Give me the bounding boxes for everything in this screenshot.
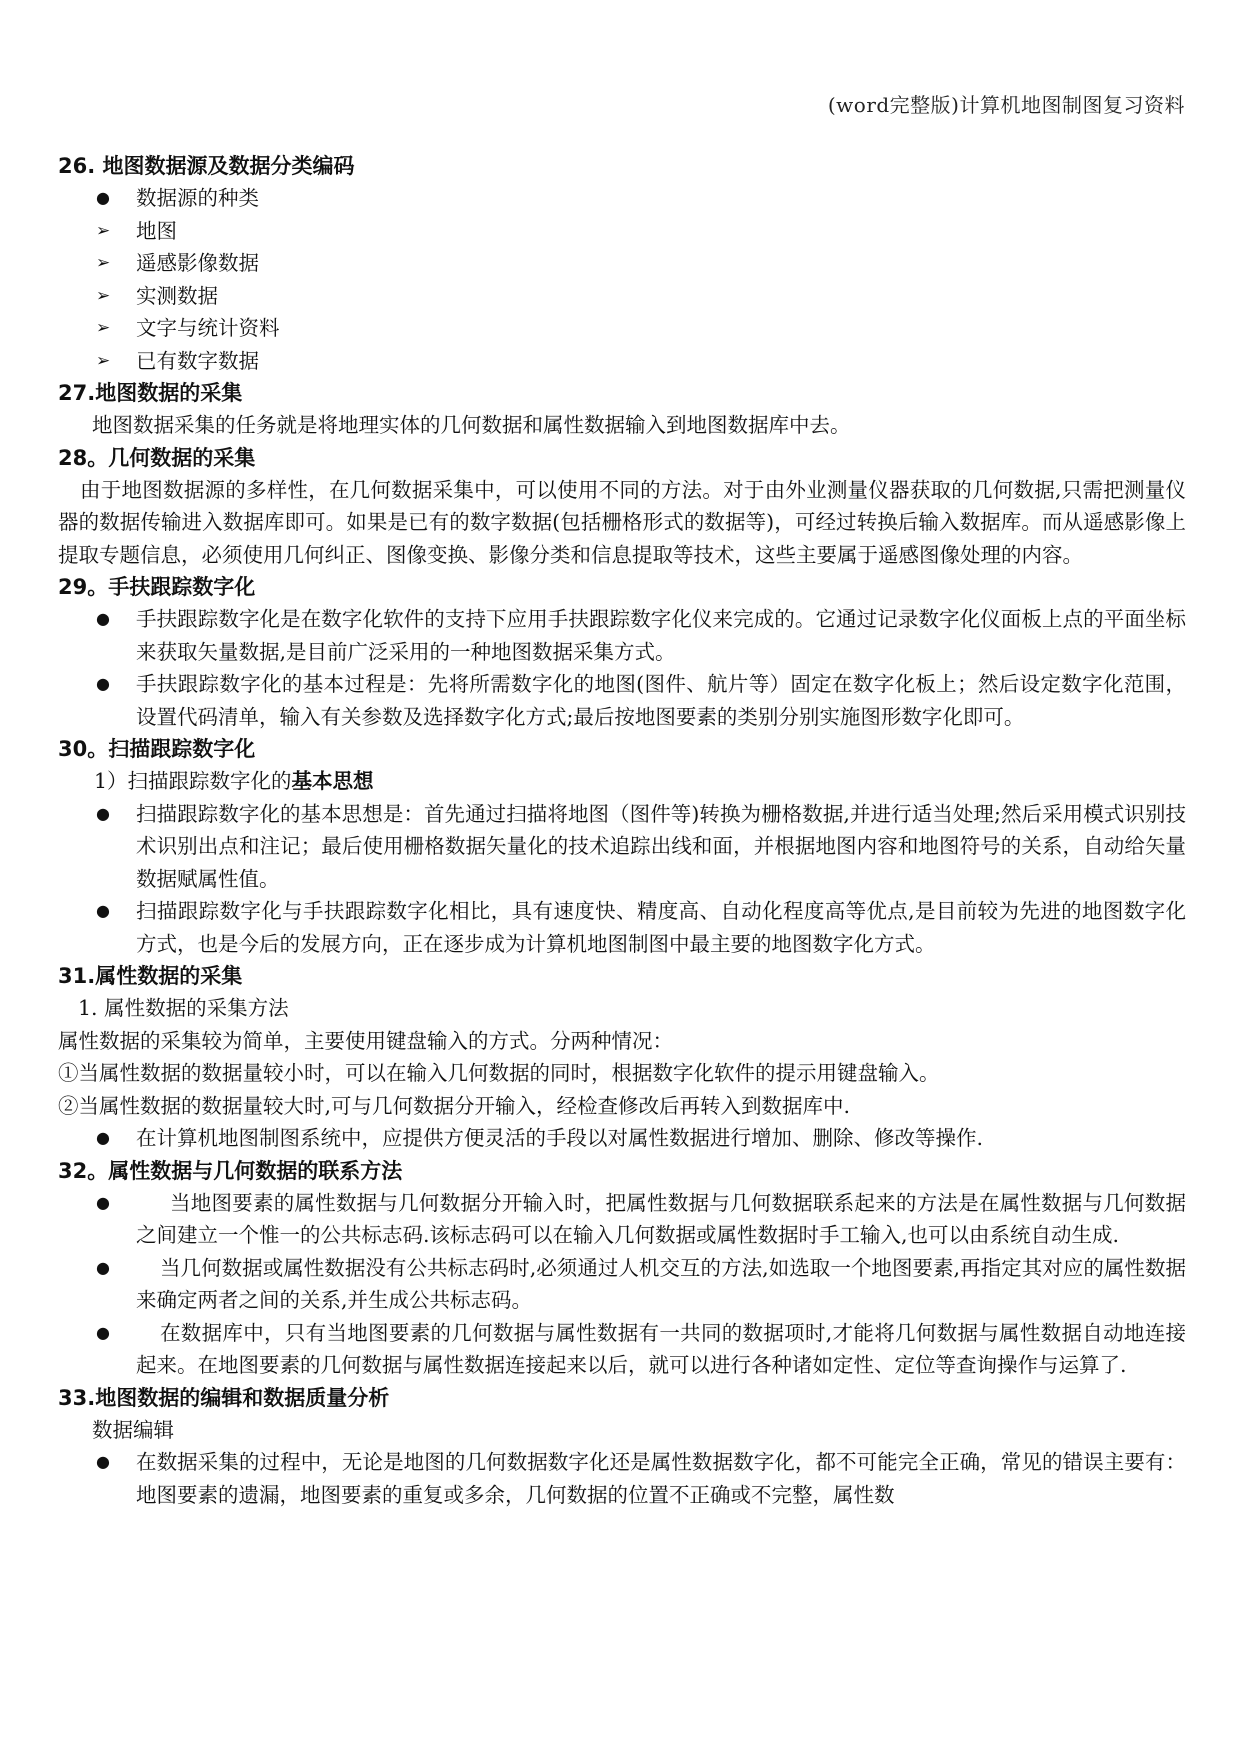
bullet-icon: ● (96, 609, 110, 628)
document-body (58, 150, 1186, 1511)
section-33-heading: 33.地图数据的编辑和数据质量分析 (58, 1385, 390, 1410)
section-29-heading: 29。手扶跟踪数字化 (58, 575, 256, 599)
arrow-bullet-icon: ➢ (96, 318, 111, 338)
list-item-text: 数据源的种类 (136, 186, 259, 210)
subheading: 数据编辑 (92, 1417, 174, 1442)
paragraph-line: ①当属性数据的数据量较小时，可以在输入几何数据的同时，根据数字化软件的提示用键盘输入。 (58, 1061, 940, 1085)
bullet-text: 在计算机地图制图系统中，应提供方便灵活的手段以对属性数据进行增加、删除、修改等操作. (136, 1126, 984, 1150)
paragraph: 地图数据采集的任务就是将地理实体的几何数据和属性数据输入到地图数据库中去。 (92, 413, 851, 437)
bullet-paragraph (58, 1252, 1186, 1317)
bullet-text: 扫描跟踪数字化的基本思想是：首先通过扫描将地图（图件等)转换为栅格数据,并进行适当处理;然后采用模式识别技术识别出点和注记；最后使用栅格数据矢量化的技术追踪出线和面，并根据地图内容和地图符号的关系，自动给矢量数据赋属性值。 (136, 801, 1186, 891)
subheading-text: 1）扫描跟踪数字化的 (94, 769, 292, 793)
list-item (58, 1122, 1186, 1155)
document-header-title: (word完整版)计算机地图制图复习资料 (827, 93, 1185, 117)
bullet-text: 在数据采集的过程中，无论是地图的几何数据数字化还是属性数据数字化，都不可能完全正确，常见的错误主要有：地图要素的遗漏，地图要素的重复或多余，几何数据的位置不正确或不完整，属性数 (136, 1450, 1186, 1507)
subheading-bold-text: 基本思想 (291, 769, 374, 793)
list-item-text: 已有数字数据 (136, 348, 259, 373)
arrow-bullet-icon: ➢ (96, 350, 111, 371)
bullet-paragraph (58, 798, 1186, 896)
bullet-paragraph (58, 668, 1186, 733)
section-26-heading: 26. 地图数据源及数据分类编码 (58, 154, 355, 178)
subheading: 1. 属性数据的采集方法 (78, 996, 289, 1020)
list-item-text: 文字与统计资料 (136, 316, 280, 340)
list-item-text: 遥感影像数据 (136, 251, 259, 275)
list-item (58, 345, 1186, 378)
bullet-icon: ● (96, 1192, 110, 1212)
bullet-paragraph (58, 1446, 1186, 1511)
paragraph: 由于地图数据源的多样性，在几何数据采集中，可以使用不同的方法。对于由外业测量仪器获取的几何数据,只需把测量仪器的数据传输进入数据库即可。如果是已有的数字数据(包括栅格形式的数据等)，可经过转换后输入数据库。而从遥感影像上提取专题信息，必须使用几何纠正、图像变换、影像分类和信息提取等技术，这些主要属于遥感图像处理的内容。 (58, 477, 1186, 567)
section-31-heading: 31.属性数据的采集 (58, 964, 243, 988)
section-32-heading: 32。属性数据与几何数据的联系方法 (58, 1158, 403, 1183)
list-item (58, 280, 1186, 313)
section-27-heading: 27.地图数据的采集 (58, 381, 243, 405)
list-item (58, 182, 1186, 215)
bullet-text: 当几何数据或属性数据没有公共标志码时,必须通过人机交互的方法,如选取一个地图要素,再指定其对应的属性数据来确定两者之间的关系,并生成公共标志码。 (136, 1255, 1186, 1312)
bullet-icon: ● (96, 1257, 110, 1277)
list-item (58, 247, 1186, 280)
list-item-text: 实测数据 (136, 283, 218, 308)
bullet-text: 手扶跟踪数字化是在数字化软件的支持下应用手扶跟踪数字化仪来完成的。它通过记录数字化仪面板上点的平面坐标来获取矢量数据,是目前广泛采用的一种地图数据采集方式。 (136, 607, 1186, 664)
bullet-icon: ● (96, 803, 110, 823)
bullet-icon: ● (96, 901, 110, 920)
bullet-text: 扫描跟踪数字化与手扶跟踪数字化相比，具有速度快、精度高、自动化程度高等优点,是目前较为先进的地图数字化方式，也是今后的发展方向，正在逐步成为计算机地图制图中最主要的地图数字化方式。 (136, 899, 1186, 956)
bullet-text: 在数据库中，只有当地图要素的几何数据与属性数据有一共同的数据项时,才能将几何数据与属性数据自动地连接起来。在地图要素的几何数据与属性数据连接起来以后，就可以进行各种诸如定性、定位等查询操作与运算了. (136, 1320, 1186, 1377)
bullet-icon: ● (96, 674, 110, 693)
bullet-text: 当地图要素的属性数据与几何数据分开输入时，把属性数据与几何数据联系起来的方法是在属性数据与几何数据之间建立一个惟一的公共标志码.该标志码可以在输入几何数据或属性数据时手工输入,也可以由系统自动生成. (136, 1190, 1186, 1247)
list-item (58, 312, 1186, 345)
bullet-icon: ● (96, 1452, 110, 1471)
paragraph-line: ②当属性数据的数据量较大时,可与几何数据分开输入，经检查修改后再转入到数据库中. (58, 1093, 851, 1118)
bullet-paragraph (58, 895, 1186, 960)
paragraph-line: 属性数据的采集较为简单，主要使用键盘输入的方式。分两种情况： (58, 1028, 673, 1053)
list-item (58, 215, 1186, 248)
arrow-bullet-icon: ➢ (96, 253, 111, 273)
arrow-bullet-icon: ➢ (96, 285, 111, 306)
bullet-paragraph (58, 603, 1186, 668)
subheading (58, 765, 1186, 798)
bullet-icon: ● (96, 1128, 110, 1147)
bullet-paragraph (58, 1317, 1186, 1382)
section-28-heading: 28。几何数据的采集 (58, 445, 256, 470)
bullet-text: 手扶跟踪数字化的基本过程是：先将所需数字化的地图(图件、航片等）固定在数字化板上；然后设定数字化范围，设置代码清单，输入有关参数及选择数字化方式;最后按地图要素的类别分别实施图形数字化即可。 (136, 672, 1186, 729)
section-30-heading: 30。扫描跟踪数字化 (58, 737, 256, 761)
bullet-paragraph (58, 1187, 1186, 1252)
list-item-text: 地图 (136, 218, 177, 243)
bullet-icon: ● (96, 1322, 110, 1342)
bullet-icon: ● (96, 188, 110, 207)
arrow-bullet-icon: ➢ (96, 220, 111, 241)
